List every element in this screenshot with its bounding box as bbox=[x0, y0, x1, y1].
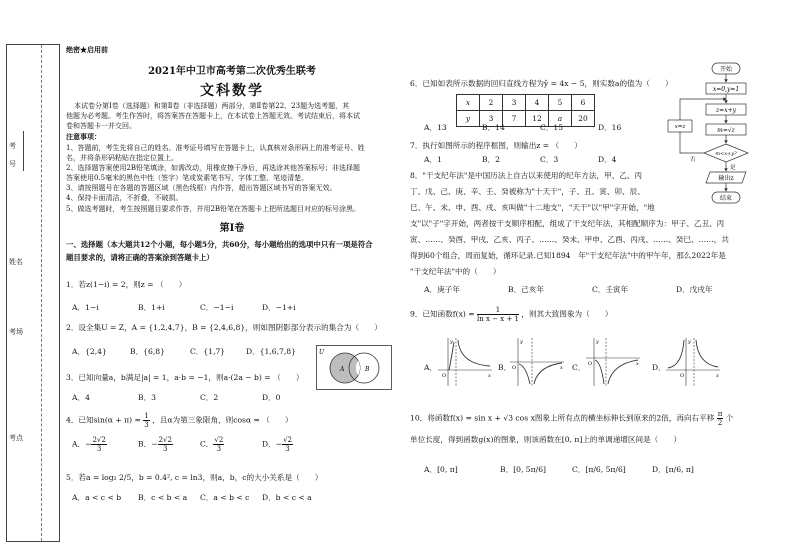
q8-option-d: D．戊戌年 bbox=[676, 285, 713, 294]
q1-option-b: B．1+i bbox=[138, 303, 165, 312]
q10-option-c: C．[π/6, 5π/6] bbox=[572, 465, 626, 474]
q6-option-c: C．15 bbox=[540, 123, 564, 132]
q7-option-b: B．2 bbox=[482, 155, 501, 164]
q8-line-4: 支"以"子"字开始，两者按干支顺序相配，组成了干支纪年法，其相配顺序为：甲子、乙丑、丙 bbox=[410, 219, 725, 228]
q5-option-c: C．a < b < c bbox=[200, 493, 250, 502]
venn-diagram bbox=[316, 345, 392, 390]
svg-text:x: x bbox=[636, 361, 639, 367]
margin-label-name: 姓名 bbox=[9, 258, 23, 266]
q6-option-b: B．14 bbox=[482, 123, 505, 132]
q2-stem: 2．设全集U = Z，A = {1,2,4,7}，B = {2,4,6,8}，则如图阴影部分表示的集合为（ ） bbox=[66, 323, 382, 332]
svg-text:y: y bbox=[520, 339, 523, 345]
binding-margin bbox=[6, 44, 60, 542]
q9-option-b: B． bbox=[498, 363, 512, 372]
q5-option-a: A．a < c < b bbox=[72, 493, 122, 502]
subject-title: 文科数学 bbox=[200, 83, 264, 99]
q2-option-d: D．{1,6,7,8} bbox=[246, 347, 296, 356]
intro-line-3: 卷和答题卡一并交回。 bbox=[66, 122, 136, 130]
note-3: 3、请按照题号在各题的答题区域（黑色线框）内作答，超出答题区域书写的答案无效。 bbox=[66, 184, 337, 192]
part-one-title: 第Ⅰ卷 bbox=[219, 223, 245, 234]
section-intro-1: 一、选择题（本大题共12个小题，每小题5分，共60分，每小题给出的选项中只有一项是符合 bbox=[66, 240, 373, 249]
q10-stem: 10．将函数f(x) = sin x + √3 cos x图象上所有点的横坐标伸长到原来的2倍，再向右平移 $\frac{\pi}{2}$ 个 bbox=[410, 410, 734, 427]
q2-option-c: C．{1,7} bbox=[190, 347, 226, 356]
q1-option-c: C．−1−i bbox=[200, 303, 234, 312]
q8-line-3: 巳、午、未、申、酉、戌、亥叫做"十二地支"，"天干"以"甲"字开始，"地 bbox=[410, 203, 655, 212]
q6-x-cell: 3 bbox=[503, 95, 526, 111]
q3-stem: 3．已知向量a，b满足|a| = 1，a·b = −1，则a·(2a − b) = （ ） bbox=[66, 373, 304, 382]
section-intro-2: 题目要求的，请将正确的答案涂到答题卡上） bbox=[66, 253, 214, 262]
note-5: 5、做选考题时，考生按照题目要求作答，并用2B铅笔在答题卡上把所选题目对应的标号涂黑。 bbox=[66, 205, 361, 213]
q3-option-b: B．3 bbox=[138, 393, 157, 402]
q3-option-a: A．4 bbox=[72, 393, 90, 402]
svg-text:O: O bbox=[588, 361, 593, 367]
note-2a: 2、选择题答案使用2B铅笔填涂，如需改动，用橡皮擦干净后，再选涂其他答案标号；非选择题 bbox=[66, 164, 361, 172]
q6-x-cell: 2 bbox=[480, 95, 503, 111]
q2-option-a: A．{2,4} bbox=[72, 347, 107, 356]
q6-y-cell: 7 bbox=[503, 111, 526, 127]
flow-start: 开始 bbox=[719, 66, 733, 73]
svg-text:x: x bbox=[560, 365, 563, 371]
q6-y-cell: 20 bbox=[572, 111, 595, 127]
q4-option-c: C． $\frac{√2}{3}$ bbox=[200, 436, 224, 453]
flow-z: z=x+y bbox=[716, 107, 736, 114]
intro-line-1: 本试卷分第Ⅰ卷（选择题）和第Ⅱ卷（非选择题）两部分，第Ⅱ卷第22、23题为选考题，其 bbox=[74, 102, 350, 110]
svg-text:x: x bbox=[488, 373, 491, 379]
q7-option-a: A．1 bbox=[424, 155, 442, 164]
q8-line-7: "干支纪年法"中的（ ） bbox=[410, 267, 501, 276]
q6-option-a: A．13 bbox=[424, 123, 447, 132]
q10-option-b: B．[0, 5π/6] bbox=[500, 465, 546, 474]
note-1a: 1、答题前，考生先将自己的姓名、准考证号填写在答题卡上，认真核对条形码上的准考证号、姓 bbox=[66, 144, 365, 152]
svg-text:O: O bbox=[442, 373, 447, 379]
q8-line-5: 寅、……、癸酉、甲戌、乙亥、丙子、……、癸未、甲申、乙酉、丙戌、……、癸巳、……，共 bbox=[410, 235, 729, 244]
q4-option-b: B．− $\frac{2√2}{3}$ bbox=[138, 436, 172, 453]
venn-label-a: A bbox=[340, 366, 345, 373]
q6-row-label-y: y bbox=[457, 111, 480, 127]
margin-label-exam-number: 考号 bbox=[9, 142, 20, 168]
flow-end: 结束 bbox=[719, 195, 733, 202]
q9-stem: 9．已知函数f(x) = $\frac{1}{\text{ln x − x + 1}}$ ，则其大致图象为（ ） bbox=[410, 306, 613, 323]
q6-x-cell: 6 bbox=[572, 95, 595, 111]
q5-option-d: D．b < c < a bbox=[262, 493, 312, 502]
q10-option-d: D．[π/6, π] bbox=[652, 465, 694, 474]
q6-y-cell: 12 bbox=[526, 111, 549, 127]
svg-text:O: O bbox=[512, 365, 517, 371]
q8-line-6: 得到60个组合，周而复始，循环记录.已知1894 年"干支纪年法"中的甲午年，那么2022年是 bbox=[410, 251, 726, 260]
flow-no-label: 否 bbox=[690, 157, 696, 163]
margin-label-exam-room: 考场 bbox=[9, 328, 23, 336]
q8-option-b: B．己亥年 bbox=[508, 285, 544, 294]
q5-stem: 5．若a = log₂ 2/5，b = 0.4², c = ln3，则a，b，c的大小关系是（ ） bbox=[66, 473, 323, 482]
flow-m: m=√z bbox=[717, 127, 735, 134]
q10-option-a: A．[0, π] bbox=[424, 465, 458, 474]
flow-output: 输出z bbox=[718, 175, 734, 182]
q7-option-c: C．3 bbox=[540, 155, 559, 164]
q6-table bbox=[456, 94, 595, 127]
q8-line-1: 8．"干支纪年法"是中国历法上自古以来使用的纪年方法，甲、乙、丙 bbox=[410, 171, 643, 180]
exam-title: 2021年中卫市高考第二次优秀生联考 bbox=[148, 66, 316, 77]
q9-option-a: A． bbox=[424, 363, 438, 372]
q6-x-cell: 5 bbox=[549, 95, 572, 111]
q7-stem: 7．执行如图所示的程序框图，则输出z = （ ） bbox=[410, 141, 582, 150]
venn-label-u: U bbox=[319, 349, 325, 356]
svg-text:x: x bbox=[716, 373, 719, 379]
q9-graph-d bbox=[664, 336, 722, 388]
flow-init: x=0,y=1 bbox=[712, 86, 740, 93]
q8-line-2: 丁、戊、己、庚、辛、壬、癸被称为"十天干"，子、丑、寅、卯、辰、 bbox=[410, 187, 645, 196]
venn-label-b: B bbox=[365, 366, 370, 373]
q6-y-cell: a bbox=[549, 111, 572, 127]
note-1b: 名，并将条形码粘贴在指定位置上。 bbox=[66, 154, 178, 162]
q7-option-d: D．4 bbox=[598, 155, 617, 164]
intro-line-2: 他题为必考题。考生作答时，将答案答在答题卡上，在本试卷上答题无效。考试结束后，将本试 bbox=[66, 112, 360, 120]
q9-fraction: $\frac{1}{\text{ln x − x + 1}}$ bbox=[477, 306, 519, 323]
note-4: 4、保持卡面清洁，不折叠，不破损。 bbox=[66, 194, 183, 202]
q6-y-cell: 3 bbox=[480, 111, 503, 127]
q9-option-d: D． bbox=[652, 363, 666, 372]
q10-stem-2: 单位长度，得到函数g(x)的图象，则该函数在[0, π]上的单调递增区间是（ ） bbox=[410, 435, 682, 444]
confidential-mark: 绝密★启用前 bbox=[66, 45, 108, 54]
q9-option-c: C． bbox=[572, 363, 586, 372]
q4-fraction: $\frac{1}{3}$ bbox=[144, 412, 149, 429]
svg-text:y: y bbox=[450, 339, 453, 345]
q1-option-a: A．1−i bbox=[72, 303, 99, 312]
q2-option-b: B．{6,8} bbox=[130, 347, 165, 356]
note-2b: 答案使用0.5毫米的黑色中性（签字）笔或炭素笔书写，字体工整、笔迹清楚。 bbox=[66, 174, 309, 182]
flow-condition: m<x+y? bbox=[715, 151, 737, 157]
q4-stem: 4．已知sin(α + π) = $\frac{1}{3}$ ，且α为第三象限角，则cosα = （ ） bbox=[66, 412, 293, 429]
q4-option-d: D．− $\frac{√2}{3}$ bbox=[262, 436, 292, 453]
q4-option-a: A．− $\frac{2√2}{3}$ bbox=[72, 436, 106, 453]
margin-label-exam-site: 考点 bbox=[9, 434, 23, 442]
q8-option-c: C．壬寅年 bbox=[592, 285, 629, 294]
q10-fraction: $\frac{\pi}{2}$ bbox=[717, 410, 723, 427]
q6-stem: 6．已知如表所示数据的回归直线方程为ŷ = 4x − 5，则实数a的值为（ ） bbox=[410, 79, 673, 88]
svg-text:y: y bbox=[688, 339, 691, 345]
flow-assign: x=z bbox=[674, 124, 686, 130]
q1-stem: 1．若z(1−i) = 2，则z = （ ） bbox=[66, 280, 187, 289]
q5-option-b: B．c < b < a bbox=[138, 493, 188, 502]
q8-option-a: A．庚子年 bbox=[424, 285, 460, 294]
q3-option-c: C．2 bbox=[200, 393, 219, 402]
flow-yes-label: 是 bbox=[730, 165, 736, 171]
q9-graph-a bbox=[436, 336, 494, 388]
q6-x-cell: 4 bbox=[526, 95, 549, 111]
svg-text:O: O bbox=[680, 373, 685, 379]
q9-graph-b bbox=[508, 336, 566, 388]
q9-graph-c bbox=[584, 336, 642, 388]
q1-option-d: D．−1+i bbox=[262, 303, 296, 312]
q3-option-d: D．0 bbox=[262, 393, 281, 402]
svg-text:y: y bbox=[596, 339, 599, 345]
q6-row-label-x: x bbox=[457, 95, 480, 111]
notes-title: 注意事项： bbox=[66, 132, 101, 141]
q6-option-d: D．16 bbox=[598, 123, 622, 132]
program-flowchart bbox=[660, 60, 772, 210]
